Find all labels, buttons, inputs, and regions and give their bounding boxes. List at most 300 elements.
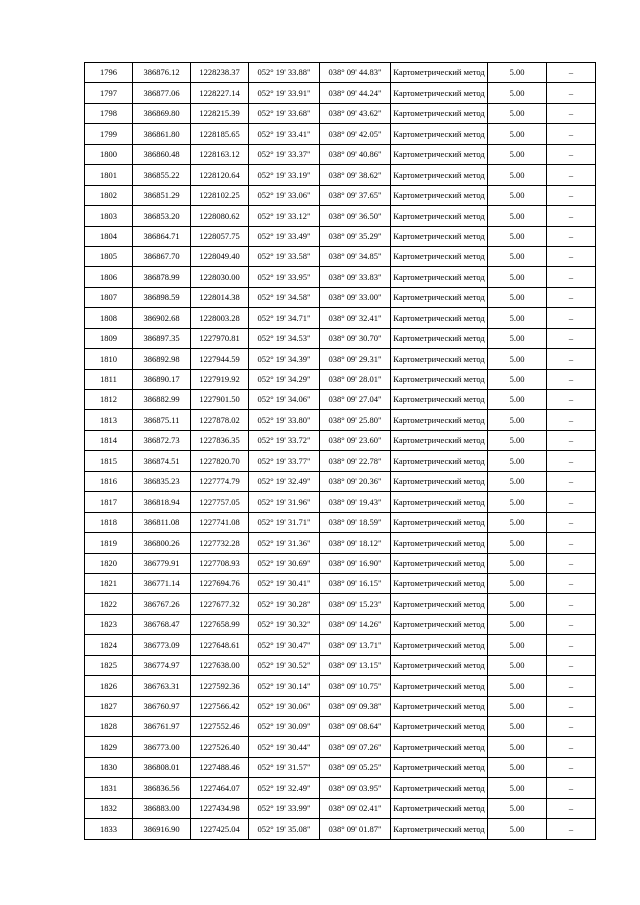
longitude-cell: 038° 09' 34.85" xyxy=(320,246,391,266)
method-cell: Картометрический метод xyxy=(391,778,488,798)
point-number-cell: 1815 xyxy=(85,451,133,471)
longitude-cell: 038° 09' 29.31" xyxy=(320,349,391,369)
point-number-cell: 1797 xyxy=(85,83,133,103)
accuracy-cell: 5.00 xyxy=(488,553,547,573)
coord-x-cell: 386861.80 xyxy=(133,124,191,144)
method-cell: Картометрический метод xyxy=(391,614,488,634)
method-cell: Картометрический метод xyxy=(391,390,488,410)
accuracy-cell: 5.00 xyxy=(488,594,547,614)
coord-y-cell: 1228057.75 xyxy=(191,226,249,246)
coord-y-cell: 1227774.79 xyxy=(191,471,249,491)
coord-y-cell: 1227732.28 xyxy=(191,533,249,553)
point-number-cell: 1807 xyxy=(85,287,133,307)
longitude-cell: 038° 09' 20.36" xyxy=(320,471,391,491)
latitude-cell: 052° 19' 31.57" xyxy=(249,757,320,777)
table-row xyxy=(85,185,596,205)
latitude-cell: 052° 19' 33.49" xyxy=(249,226,320,246)
note-cell: – xyxy=(547,430,596,450)
note-cell: – xyxy=(547,676,596,696)
longitude-cell: 038° 09' 32.41" xyxy=(320,308,391,328)
table-row xyxy=(85,757,596,777)
method-cell: Картометрический метод xyxy=(391,635,488,655)
accuracy-cell: 5.00 xyxy=(488,63,547,83)
longitude-cell: 038° 09' 27.04" xyxy=(320,390,391,410)
note-cell: – xyxy=(547,144,596,164)
longitude-cell: 038° 09' 43.62" xyxy=(320,103,391,123)
latitude-cell: 052° 19' 30.44" xyxy=(249,737,320,757)
coord-y-cell: 1227434.98 xyxy=(191,798,249,818)
point-number-cell: 1833 xyxy=(85,819,133,839)
coord-y-cell: 1228215.39 xyxy=(191,103,249,123)
coord-y-cell: 1228003.28 xyxy=(191,308,249,328)
method-cell: Картометрический метод xyxy=(391,819,488,839)
method-cell: Картометрический метод xyxy=(391,185,488,205)
point-number-cell: 1802 xyxy=(85,185,133,205)
note-cell: – xyxy=(547,124,596,144)
point-number-cell: 1806 xyxy=(85,267,133,287)
note-cell: – xyxy=(547,328,596,348)
accuracy-cell: 5.00 xyxy=(488,349,547,369)
table-row xyxy=(85,103,596,123)
longitude-cell: 038° 09' 13.71" xyxy=(320,635,391,655)
method-cell: Картометрический метод xyxy=(391,246,488,266)
coord-x-cell: 386892.98 xyxy=(133,349,191,369)
accuracy-cell: 5.00 xyxy=(488,226,547,246)
table-row xyxy=(85,696,596,716)
coord-y-cell: 1227944.59 xyxy=(191,349,249,369)
coord-x-cell: 386878.99 xyxy=(133,267,191,287)
coord-x-cell: 386855.22 xyxy=(133,165,191,185)
accuracy-cell: 5.00 xyxy=(488,144,547,164)
table-row xyxy=(85,533,596,553)
table-row xyxy=(85,573,596,593)
latitude-cell: 052° 19' 30.41" xyxy=(249,573,320,593)
method-cell: Картометрический метод xyxy=(391,757,488,777)
accuracy-cell: 5.00 xyxy=(488,369,547,389)
accuracy-cell: 5.00 xyxy=(488,185,547,205)
coord-y-cell: 1227820.70 xyxy=(191,451,249,471)
note-cell: – xyxy=(547,103,596,123)
latitude-cell: 052° 19' 33.12" xyxy=(249,206,320,226)
table-row xyxy=(85,410,596,430)
note-cell: – xyxy=(547,533,596,553)
note-cell: – xyxy=(547,757,596,777)
point-number-cell: 1831 xyxy=(85,778,133,798)
coord-y-cell: 1227566.42 xyxy=(191,696,249,716)
accuracy-cell: 5.00 xyxy=(488,83,547,103)
method-cell: Картометрический метод xyxy=(391,83,488,103)
accuracy-cell: 5.00 xyxy=(488,451,547,471)
latitude-cell: 052° 19' 30.52" xyxy=(249,655,320,675)
table-row xyxy=(85,63,596,83)
point-number-cell: 1825 xyxy=(85,655,133,675)
table-row xyxy=(85,144,596,164)
point-number-cell: 1829 xyxy=(85,737,133,757)
accuracy-cell: 5.00 xyxy=(488,390,547,410)
longitude-cell: 038° 09' 09.38" xyxy=(320,696,391,716)
table-row xyxy=(85,206,596,226)
accuracy-cell: 5.00 xyxy=(488,676,547,696)
latitude-cell: 052° 19' 31.96" xyxy=(249,492,320,512)
latitude-cell: 052° 19' 32.49" xyxy=(249,778,320,798)
coord-y-cell: 1227638.00 xyxy=(191,655,249,675)
table-row xyxy=(85,798,596,818)
point-number-cell: 1810 xyxy=(85,349,133,369)
latitude-cell: 052° 19' 34.71" xyxy=(249,308,320,328)
coord-y-cell: 1227919.92 xyxy=(191,369,249,389)
coord-x-cell: 386916.90 xyxy=(133,819,191,839)
coord-x-cell: 386763.31 xyxy=(133,676,191,696)
point-number-cell: 1804 xyxy=(85,226,133,246)
table-row xyxy=(85,512,596,532)
coord-y-cell: 1227836.35 xyxy=(191,430,249,450)
latitude-cell: 052° 19' 33.95" xyxy=(249,267,320,287)
coord-x-cell: 386864.71 xyxy=(133,226,191,246)
accuracy-cell: 5.00 xyxy=(488,246,547,266)
table-row xyxy=(85,819,596,839)
method-cell: Картометрический метод xyxy=(391,553,488,573)
method-cell: Картометрический метод xyxy=(391,124,488,144)
longitude-cell: 038° 09' 37.65" xyxy=(320,185,391,205)
coord-x-cell: 386811.08 xyxy=(133,512,191,532)
coord-x-cell: 386760.97 xyxy=(133,696,191,716)
table-row xyxy=(85,778,596,798)
note-cell: – xyxy=(547,737,596,757)
longitude-cell: 038° 09' 28.01" xyxy=(320,369,391,389)
longitude-cell: 038° 09' 03.95" xyxy=(320,778,391,798)
point-number-cell: 1799 xyxy=(85,124,133,144)
coord-x-cell: 386897.35 xyxy=(133,328,191,348)
accuracy-cell: 5.00 xyxy=(488,124,547,144)
table-row xyxy=(85,614,596,634)
coord-y-cell: 1227464.07 xyxy=(191,778,249,798)
longitude-cell: 038° 09' 33.83" xyxy=(320,267,391,287)
table-row xyxy=(85,246,596,266)
table-row xyxy=(85,553,596,573)
table-row xyxy=(85,124,596,144)
coord-y-cell: 1228120.64 xyxy=(191,165,249,185)
note-cell: – xyxy=(547,451,596,471)
coord-x-cell: 386876.12 xyxy=(133,63,191,83)
longitude-cell: 038° 09' 33.00" xyxy=(320,287,391,307)
method-cell: Картометрический метод xyxy=(391,165,488,185)
note-cell: – xyxy=(547,696,596,716)
latitude-cell: 052° 19' 33.80" xyxy=(249,410,320,430)
accuracy-cell: 5.00 xyxy=(488,471,547,491)
coord-y-cell: 1227708.93 xyxy=(191,553,249,573)
longitude-cell: 038° 09' 18.12" xyxy=(320,533,391,553)
point-number-cell: 1822 xyxy=(85,594,133,614)
latitude-cell: 052° 19' 33.58" xyxy=(249,246,320,266)
accuracy-cell: 5.00 xyxy=(488,492,547,512)
latitude-cell: 052° 19' 30.69" xyxy=(249,553,320,573)
accuracy-cell: 5.00 xyxy=(488,778,547,798)
table-row xyxy=(85,737,596,757)
point-number-cell: 1809 xyxy=(85,328,133,348)
coord-y-cell: 1227677.32 xyxy=(191,594,249,614)
method-cell: Картометрический метод xyxy=(391,410,488,430)
accuracy-cell: 5.00 xyxy=(488,410,547,430)
latitude-cell: 052° 19' 32.49" xyxy=(249,471,320,491)
note-cell: – xyxy=(547,410,596,430)
coord-y-cell: 1228185.65 xyxy=(191,124,249,144)
longitude-cell: 038° 09' 15.23" xyxy=(320,594,391,614)
point-number-cell: 1828 xyxy=(85,717,133,737)
coord-y-cell: 1228030.00 xyxy=(191,267,249,287)
note-cell: – xyxy=(547,492,596,512)
note-cell: – xyxy=(547,63,596,83)
point-number-cell: 1817 xyxy=(85,492,133,512)
coord-x-cell: 386860.48 xyxy=(133,144,191,164)
longitude-cell: 038° 09' 25.80" xyxy=(320,410,391,430)
table-row xyxy=(85,349,596,369)
note-cell: – xyxy=(547,614,596,634)
accuracy-cell: 5.00 xyxy=(488,430,547,450)
method-cell: Картометрический метод xyxy=(391,594,488,614)
table-row xyxy=(85,717,596,737)
table-row xyxy=(85,267,596,287)
coord-y-cell: 1228227.14 xyxy=(191,83,249,103)
point-number-cell: 1805 xyxy=(85,246,133,266)
longitude-cell: 038° 09' 36.50" xyxy=(320,206,391,226)
coord-x-cell: 386761.97 xyxy=(133,717,191,737)
accuracy-cell: 5.00 xyxy=(488,103,547,123)
point-number-cell: 1811 xyxy=(85,369,133,389)
method-cell: Картометрический метод xyxy=(391,349,488,369)
method-cell: Картометрический метод xyxy=(391,144,488,164)
coord-x-cell: 386773.00 xyxy=(133,737,191,757)
accuracy-cell: 5.00 xyxy=(488,206,547,226)
method-cell: Картометрический метод xyxy=(391,226,488,246)
accuracy-cell: 5.00 xyxy=(488,512,547,532)
coord-y-cell: 1227901.50 xyxy=(191,390,249,410)
note-cell: – xyxy=(547,553,596,573)
coord-x-cell: 386874.51 xyxy=(133,451,191,471)
note-cell: – xyxy=(547,83,596,103)
latitude-cell: 052° 19' 34.06" xyxy=(249,390,320,410)
table-row xyxy=(85,655,596,675)
longitude-cell: 038° 09' 44.83" xyxy=(320,63,391,83)
coordinates-table xyxy=(84,62,596,840)
coordinates-table-body xyxy=(85,63,596,840)
point-number-cell: 1818 xyxy=(85,512,133,532)
longitude-cell: 038° 09' 05.25" xyxy=(320,757,391,777)
table-row xyxy=(85,635,596,655)
point-number-cell: 1832 xyxy=(85,798,133,818)
longitude-cell: 038° 09' 16.90" xyxy=(320,553,391,573)
latitude-cell: 052° 19' 31.36" xyxy=(249,533,320,553)
coord-x-cell: 386898.59 xyxy=(133,287,191,307)
longitude-cell: 038° 09' 30.70" xyxy=(320,328,391,348)
accuracy-cell: 5.00 xyxy=(488,819,547,839)
note-cell: – xyxy=(547,594,596,614)
accuracy-cell: 5.00 xyxy=(488,696,547,716)
latitude-cell: 052° 19' 33.77" xyxy=(249,451,320,471)
coord-x-cell: 386877.06 xyxy=(133,83,191,103)
coord-x-cell: 386872.73 xyxy=(133,430,191,450)
note-cell: – xyxy=(547,512,596,532)
latitude-cell: 052° 19' 33.88" xyxy=(249,63,320,83)
latitude-cell: 052° 19' 34.39" xyxy=(249,349,320,369)
note-cell: – xyxy=(547,717,596,737)
table-row xyxy=(85,492,596,512)
point-number-cell: 1823 xyxy=(85,614,133,634)
method-cell: Картометрический метод xyxy=(391,308,488,328)
longitude-cell: 038° 09' 13.15" xyxy=(320,655,391,675)
point-number-cell: 1814 xyxy=(85,430,133,450)
method-cell: Картометрический метод xyxy=(391,492,488,512)
note-cell: – xyxy=(547,226,596,246)
table-row xyxy=(85,165,596,185)
note-cell: – xyxy=(547,308,596,328)
table-row xyxy=(85,451,596,471)
accuracy-cell: 5.00 xyxy=(488,614,547,634)
coord-x-cell: 386853.20 xyxy=(133,206,191,226)
coord-x-cell: 386882.99 xyxy=(133,390,191,410)
coord-x-cell: 386808.01 xyxy=(133,757,191,777)
note-cell: – xyxy=(547,819,596,839)
coord-y-cell: 1227425.04 xyxy=(191,819,249,839)
method-cell: Картометрический метод xyxy=(391,737,488,757)
latitude-cell: 052° 19' 34.29" xyxy=(249,369,320,389)
coord-y-cell: 1227552.46 xyxy=(191,717,249,737)
point-number-cell: 1821 xyxy=(85,573,133,593)
note-cell: – xyxy=(547,369,596,389)
note-cell: – xyxy=(547,390,596,410)
note-cell: – xyxy=(547,287,596,307)
latitude-cell: 052° 19' 33.06" xyxy=(249,185,320,205)
longitude-cell: 038° 09' 18.59" xyxy=(320,512,391,532)
accuracy-cell: 5.00 xyxy=(488,737,547,757)
point-number-cell: 1826 xyxy=(85,676,133,696)
method-cell: Картометрический метод xyxy=(391,206,488,226)
coord-x-cell: 386867.70 xyxy=(133,246,191,266)
latitude-cell: 052° 19' 31.71" xyxy=(249,512,320,532)
method-cell: Картометрический метод xyxy=(391,512,488,532)
coord-x-cell: 386883.00 xyxy=(133,798,191,818)
accuracy-cell: 5.00 xyxy=(488,655,547,675)
coord-y-cell: 1228102.25 xyxy=(191,185,249,205)
point-number-cell: 1803 xyxy=(85,206,133,226)
accuracy-cell: 5.00 xyxy=(488,328,547,348)
coord-y-cell: 1227970.81 xyxy=(191,328,249,348)
longitude-cell: 038° 09' 44.24" xyxy=(320,83,391,103)
accuracy-cell: 5.00 xyxy=(488,757,547,777)
coord-y-cell: 1228049.40 xyxy=(191,246,249,266)
method-cell: Картометрический метод xyxy=(391,451,488,471)
point-number-cell: 1816 xyxy=(85,471,133,491)
coord-x-cell: 386835.23 xyxy=(133,471,191,491)
coord-x-cell: 386875.11 xyxy=(133,410,191,430)
point-number-cell: 1812 xyxy=(85,390,133,410)
latitude-cell: 052° 19' 33.41" xyxy=(249,124,320,144)
coord-y-cell: 1228238.37 xyxy=(191,63,249,83)
longitude-cell: 038° 09' 35.29" xyxy=(320,226,391,246)
coord-x-cell: 386890.17 xyxy=(133,369,191,389)
point-number-cell: 1800 xyxy=(85,144,133,164)
coord-y-cell: 1227741.08 xyxy=(191,512,249,532)
longitude-cell: 038° 09' 16.15" xyxy=(320,573,391,593)
table-row xyxy=(85,226,596,246)
coord-y-cell: 1227648.61 xyxy=(191,635,249,655)
method-cell: Картометрический метод xyxy=(391,533,488,553)
table-row xyxy=(85,430,596,450)
latitude-cell: 052° 19' 34.58" xyxy=(249,287,320,307)
method-cell: Картометрический метод xyxy=(391,717,488,737)
point-number-cell: 1824 xyxy=(85,635,133,655)
coord-y-cell: 1228014.38 xyxy=(191,287,249,307)
coord-y-cell: 1227592.36 xyxy=(191,676,249,696)
coord-x-cell: 386771.14 xyxy=(133,573,191,593)
coord-x-cell: 386773.09 xyxy=(133,635,191,655)
point-number-cell: 1798 xyxy=(85,103,133,123)
note-cell: – xyxy=(547,246,596,266)
table-row xyxy=(85,328,596,348)
method-cell: Картометрический метод xyxy=(391,696,488,716)
latitude-cell: 052° 19' 33.68" xyxy=(249,103,320,123)
longitude-cell: 038° 09' 23.60" xyxy=(320,430,391,450)
coord-y-cell: 1227878.02 xyxy=(191,410,249,430)
latitude-cell: 052° 19' 33.37" xyxy=(249,144,320,164)
latitude-cell: 052° 19' 33.72" xyxy=(249,430,320,450)
coord-x-cell: 386818.94 xyxy=(133,492,191,512)
method-cell: Картометрический метод xyxy=(391,328,488,348)
method-cell: Картометрический метод xyxy=(391,267,488,287)
longitude-cell: 038° 09' 42.05" xyxy=(320,124,391,144)
longitude-cell: 038° 09' 02.41" xyxy=(320,798,391,818)
point-number-cell: 1827 xyxy=(85,696,133,716)
latitude-cell: 052° 19' 33.99" xyxy=(249,798,320,818)
table-row xyxy=(85,594,596,614)
note-cell: – xyxy=(547,185,596,205)
method-cell: Картометрический метод xyxy=(391,287,488,307)
latitude-cell: 052° 19' 33.19" xyxy=(249,165,320,185)
note-cell: – xyxy=(547,349,596,369)
latitude-cell: 052° 19' 30.14" xyxy=(249,676,320,696)
latitude-cell: 052° 19' 30.06" xyxy=(249,696,320,716)
longitude-cell: 038° 09' 40.86" xyxy=(320,144,391,164)
latitude-cell: 052° 19' 30.28" xyxy=(249,594,320,614)
accuracy-cell: 5.00 xyxy=(488,267,547,287)
latitude-cell: 052° 19' 30.09" xyxy=(249,717,320,737)
longitude-cell: 038° 09' 38.62" xyxy=(320,165,391,185)
method-cell: Картометрический метод xyxy=(391,655,488,675)
point-number-cell: 1819 xyxy=(85,533,133,553)
note-cell: – xyxy=(547,655,596,675)
note-cell: – xyxy=(547,471,596,491)
note-cell: – xyxy=(547,778,596,798)
coord-y-cell: 1227526.40 xyxy=(191,737,249,757)
accuracy-cell: 5.00 xyxy=(488,717,547,737)
note-cell: – xyxy=(547,165,596,185)
table-row xyxy=(85,390,596,410)
accuracy-cell: 5.00 xyxy=(488,533,547,553)
note-cell: – xyxy=(547,267,596,287)
method-cell: Картометрический метод xyxy=(391,573,488,593)
table-row xyxy=(85,471,596,491)
coord-y-cell: 1227658.99 xyxy=(191,614,249,634)
note-cell: – xyxy=(547,798,596,818)
table-row xyxy=(85,676,596,696)
note-cell: – xyxy=(547,635,596,655)
longitude-cell: 038° 09' 01.87" xyxy=(320,819,391,839)
accuracy-cell: 5.00 xyxy=(488,165,547,185)
point-number-cell: 1808 xyxy=(85,308,133,328)
accuracy-cell: 5.00 xyxy=(488,573,547,593)
coord-y-cell: 1227694.76 xyxy=(191,573,249,593)
point-number-cell: 1813 xyxy=(85,410,133,430)
method-cell: Картометрический метод xyxy=(391,676,488,696)
